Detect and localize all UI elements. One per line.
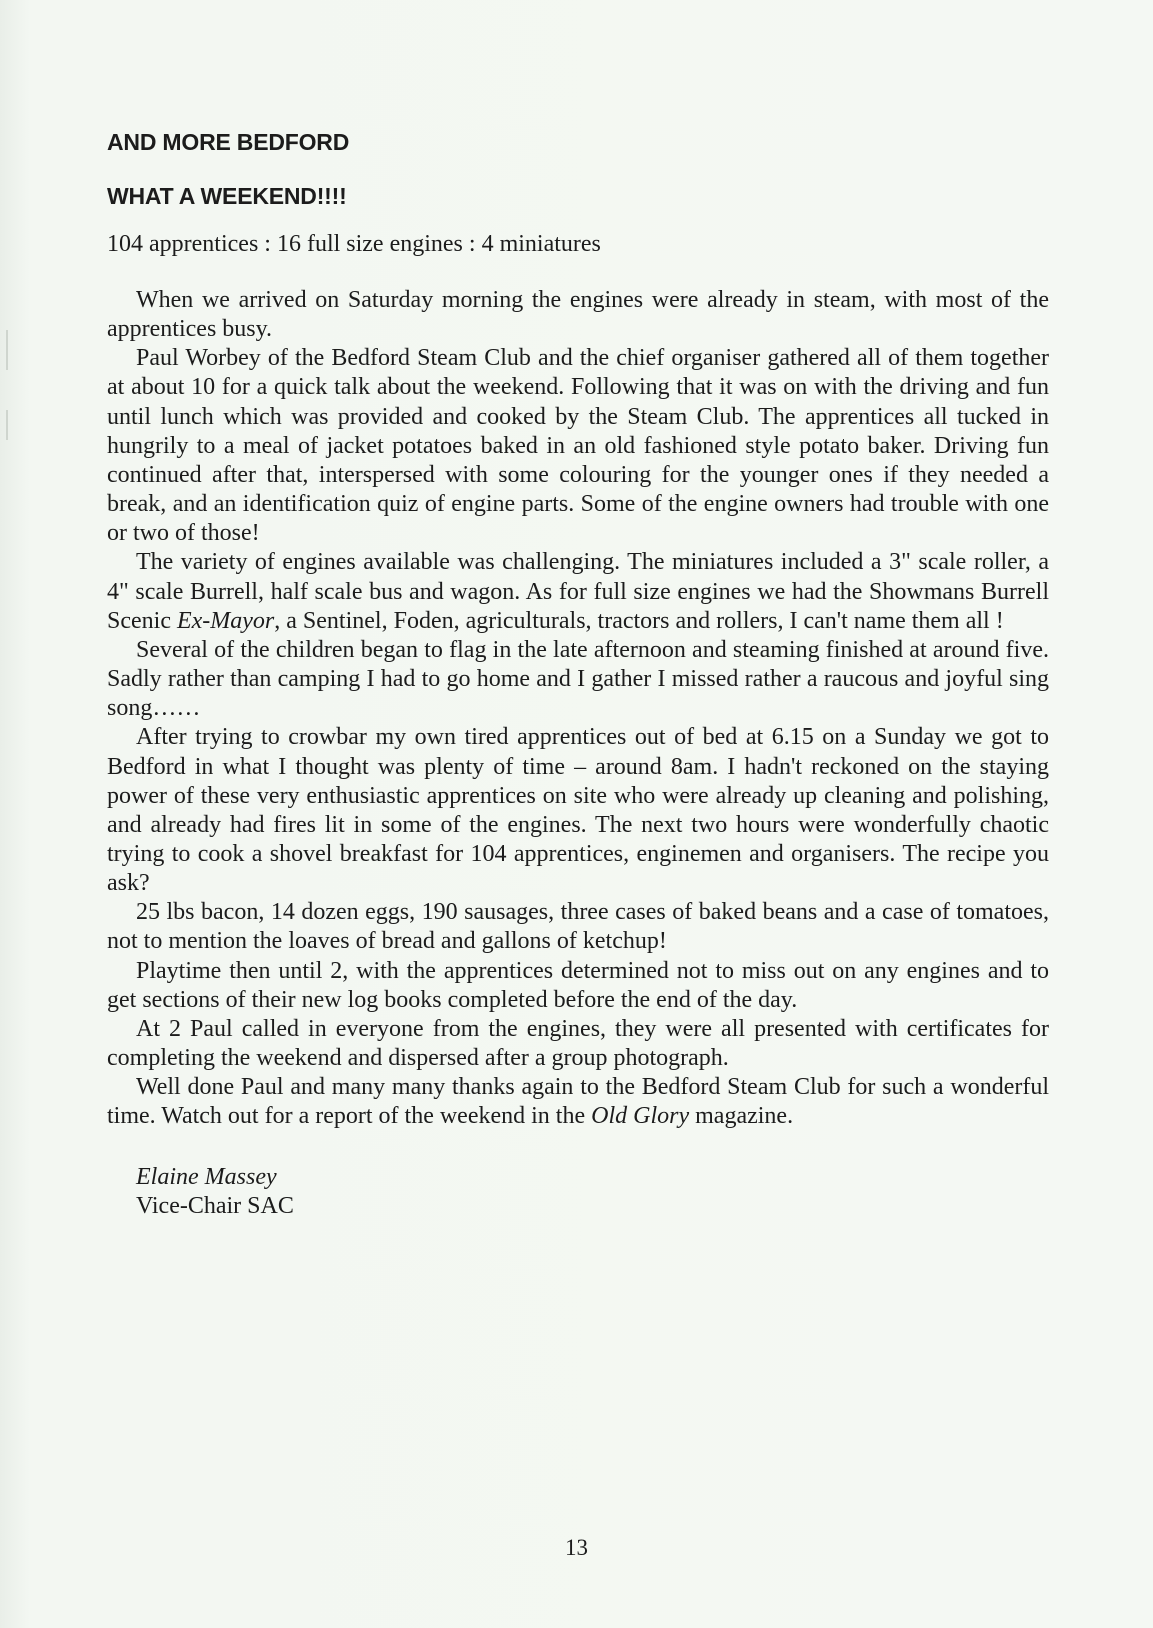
- article-heading: AND MORE BEDFORD: [107, 129, 350, 155]
- scan-margin-mark: [6, 330, 8, 370]
- paragraph-recipe: 25 lbs bacon, 14 dozen eggs, 190 sausages, three cases of baked beans and a case of tomatoes, not to mention the loaves of bread and gallons of ketchup!: [107, 899, 1049, 955]
- paragraph-sunday: After trying to crowbar my own tired apprentices out of bed at 6.15 on a Sunday we got to Bedford in what I thought was plenty of time – around 8am. I hadn't reckoned on the staying power of these very enthusiastic apprentices on site who were already up cleaning and polishing, and already had fires lit in some of the engines. The next two hours were wonderfully chaotic trying to cook a shovel breakfast for 104 apprentices, enginemen and organisers. The recipe you ask?: [107, 724, 1049, 897]
- paragraph-arrival: When we arrived on Saturday morning the engines were already in steam, with most of the apprentices busy.: [107, 287, 1049, 343]
- article-subheading: WHAT A WEEKEND!!!!: [107, 183, 347, 209]
- article-body: [107, 286, 1049, 1132]
- paragraph-thanks: Well done Paul and many many thanks again to the Bedford Steam Club for such a wonderful time. Watch out for a report of the weekend in the Old Glory magazine.: [107, 1074, 1049, 1130]
- stats-line: 104 apprentices : 16 full size engines : 4 miniatures: [107, 231, 601, 257]
- paragraph-afternoon: Several of the children began to flag in the late afternoon and steaming finished at around five. Sadly rather than camping I had to go home and I gather I missed rather a raucous and joyful sing song……: [107, 636, 1049, 722]
- paragraph-certificates: At 2 Paul called in everyone from the engines, they were all presented with certificates for completing the weekend and dispersed after a group photograph.: [107, 1015, 1049, 1072]
- engine-name-ex-mayor: Ex-Mayor: [176, 607, 275, 634]
- magazine-name-old-glory: Old Glory: [591, 1103, 690, 1130]
- signature-block: [107, 1163, 1049, 1221]
- author-title: Vice-Chair SAC: [136, 1192, 294, 1219]
- author-name: Elaine Massey: [136, 1163, 277, 1190]
- paragraph-engines: The variety of engines available was challenging. The miniatures included a 3" scale roller, a 4" scale Burrell, half scale bus and wagon. As for full size engines we had the Showmans Burrell Scenic Ex-Mayor, a Sentinel, Foden, agriculturals, tractors and rollers, I can't name them all !: [107, 549, 1049, 634]
- page-number: 13: [565, 1535, 588, 1560]
- paragraph-saturday: Paul Worbey of the Bedford Steam Club and the chief organiser gathered all of them together at about 10 for a quick talk about the weekend. Following that it was on with the driving and fun until lunch which was provided and cooked by the Steam Club. The apprentices all tucked in hungrily to a meal of jacket potatoes baked in an old fashioned style potato baker. Driving fun continued after that, interspersed with some colouring for the younger ones if they needed a break, and an identification quiz of engine parts. Some of the engine owners had trouble with one or two of those!: [107, 345, 1049, 547]
- article: [107, 128, 1049, 1221]
- scan-margin-mark: [6, 410, 8, 440]
- paragraph-playtime: Playtime then until 2, with the apprentices determined not to miss out on any engines and to get sections of their new log books completed before the end of the day.: [107, 957, 1049, 1013]
